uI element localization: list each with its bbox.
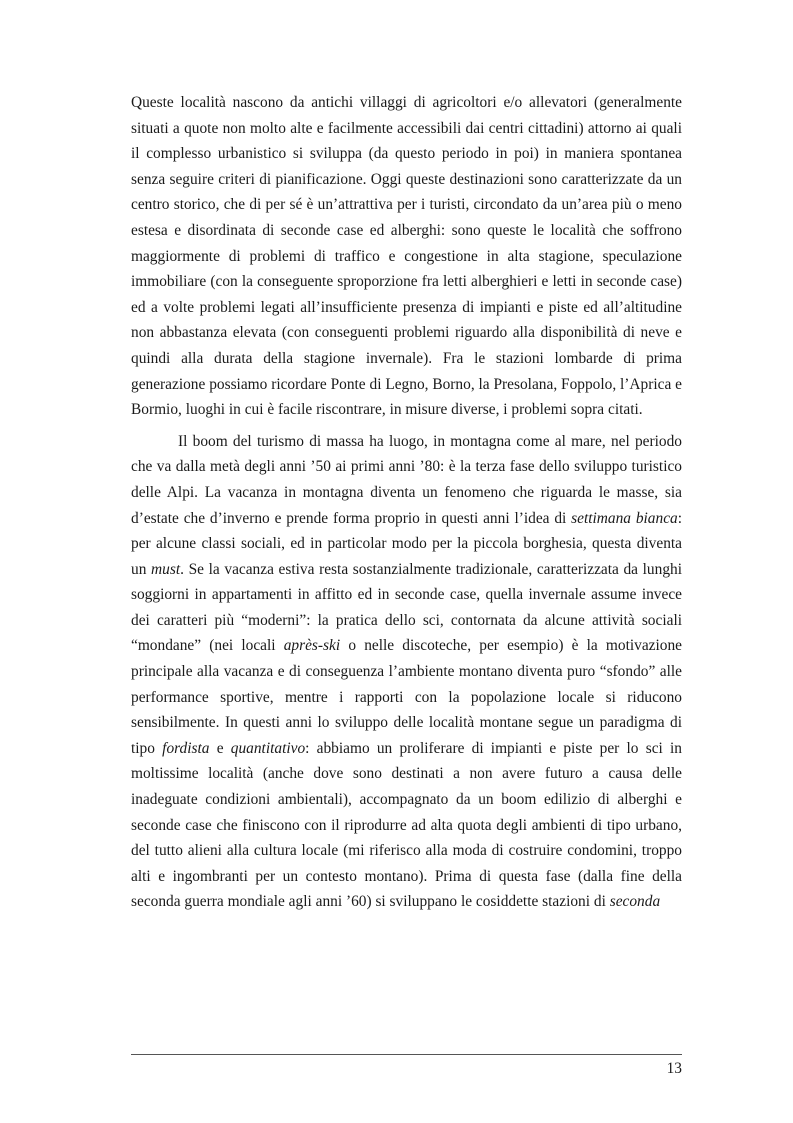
paragraph-2-text: e [209, 739, 231, 757]
italic-term-seconda: seconda [609, 893, 661, 911]
paragraph-2-text: . Se la vacanza estiva resta sostanzialmente tradizionale, caratterizzata da lunghi soggiorni in appartamenti in affitto ed in seconde case, quella invernale assume invece dei caratteri più “moderni”: la pratica dello sci, contornata da alcune attività sociali “mondane” (nei locali [131, 560, 682, 655]
footer-divider [131, 1054, 682, 1055]
italic-term-apres-ski: après-ski [283, 637, 341, 655]
paragraph-2-text: o nelle discoteche, per esempio) è la motivazione principale alla vacanza e di conseguenza l’ambiente montano diventa puro “sfondo” alle performance sportive, mentre i rapporti con la popolazione locale si riducono sensibilmente. In questi anni lo sviluppo delle località montane segue un paradigma di tipo [131, 637, 683, 757]
italic-term-fordista: fordista [162, 739, 210, 757]
paragraph-1: Queste località nascono da antichi villaggi di agricoltori e/o allevatori (generalmente situati a quote non molto alte e facilmente accessibili dai centri cittadini) attorno ai quali il complesso urbanistico si sviluppa (da questo periodo in poi) in maniera spontanea senza seguire criteri di pianificazione. Oggi queste destinazioni sono caratterizzate da un centro storico, che di per sé è un’attrattiva per i turisti, circondato da un’area più o meno estesa e disordinata di seconde case ed alberghi: sono queste le località che soffrono maggiormente di problemi di traffico e congestione in alta stagione, speculazione immobiliare (con la conseguente sproporzione fra letti alberghieri e letti in seconde case) ed a volte problemi legati all’insufficiente presenza di impianti e piste ed all’altitudine non abbastanza elevata (con conseguenti problemi riguardo alla disponibilità di neve e quindi alla durata della stagione invernale). Fra le stazioni lombarde di prima generazione possiamo ricordare Ponte di Legno, Borno, la Presolana, Foppolo, l’Aprica e Bormio, luoghi in cui è facile riscontrare, in misure diverse, i problemi sopra citati. [131, 94, 682, 419]
paragraph-2-text: : abbiamo un proliferare di impianti e piste per lo sci in moltissime località (anche dove sono destinati a non avere futuro a causa delle inadeguate condizioni ambientali), accompagnato da un boom edilizio di alberghi e seconde case che finiscono con il riprodurre ad alta quota degli ambienti di tipo urbano, del tutto alieni alla cultura locale (mi riferisco alla moda di costruire condomini, troppo alti e ingombranti per un contesto montano). Prima di questa fase (dalla fine della seconda guerra mondiale agli anni ’60) si sviluppano le cosiddette stazioni di [131, 739, 682, 911]
page-number: 13 [666, 1060, 682, 1077]
italic-term-must: must [151, 560, 181, 578]
paragraph-2 [131, 429, 682, 915]
paragraph-2-text: Il boom del turismo di massa ha luogo, in montagna come al mare, nel periodo che va dalla metà degli anni ’50 ai primi anni ’80: è la terza fase dello sviluppo turistico delle Alpi. La vacanza in montagna diventa un fenomeno che riguarda le masse, sia d’estate che d’inverno e prende forma proprio in questi anni l’idea di [131, 432, 682, 527]
italic-term-settimana-bianca: settimana bianca [571, 509, 678, 527]
italic-term-quantitativo: quantitativo [230, 739, 306, 757]
body-text [131, 90, 682, 915]
paragraph-2-text: : per alcune classi sociali, ed in particolar modo per la piccola borghesia, questa diventa un [131, 509, 682, 578]
